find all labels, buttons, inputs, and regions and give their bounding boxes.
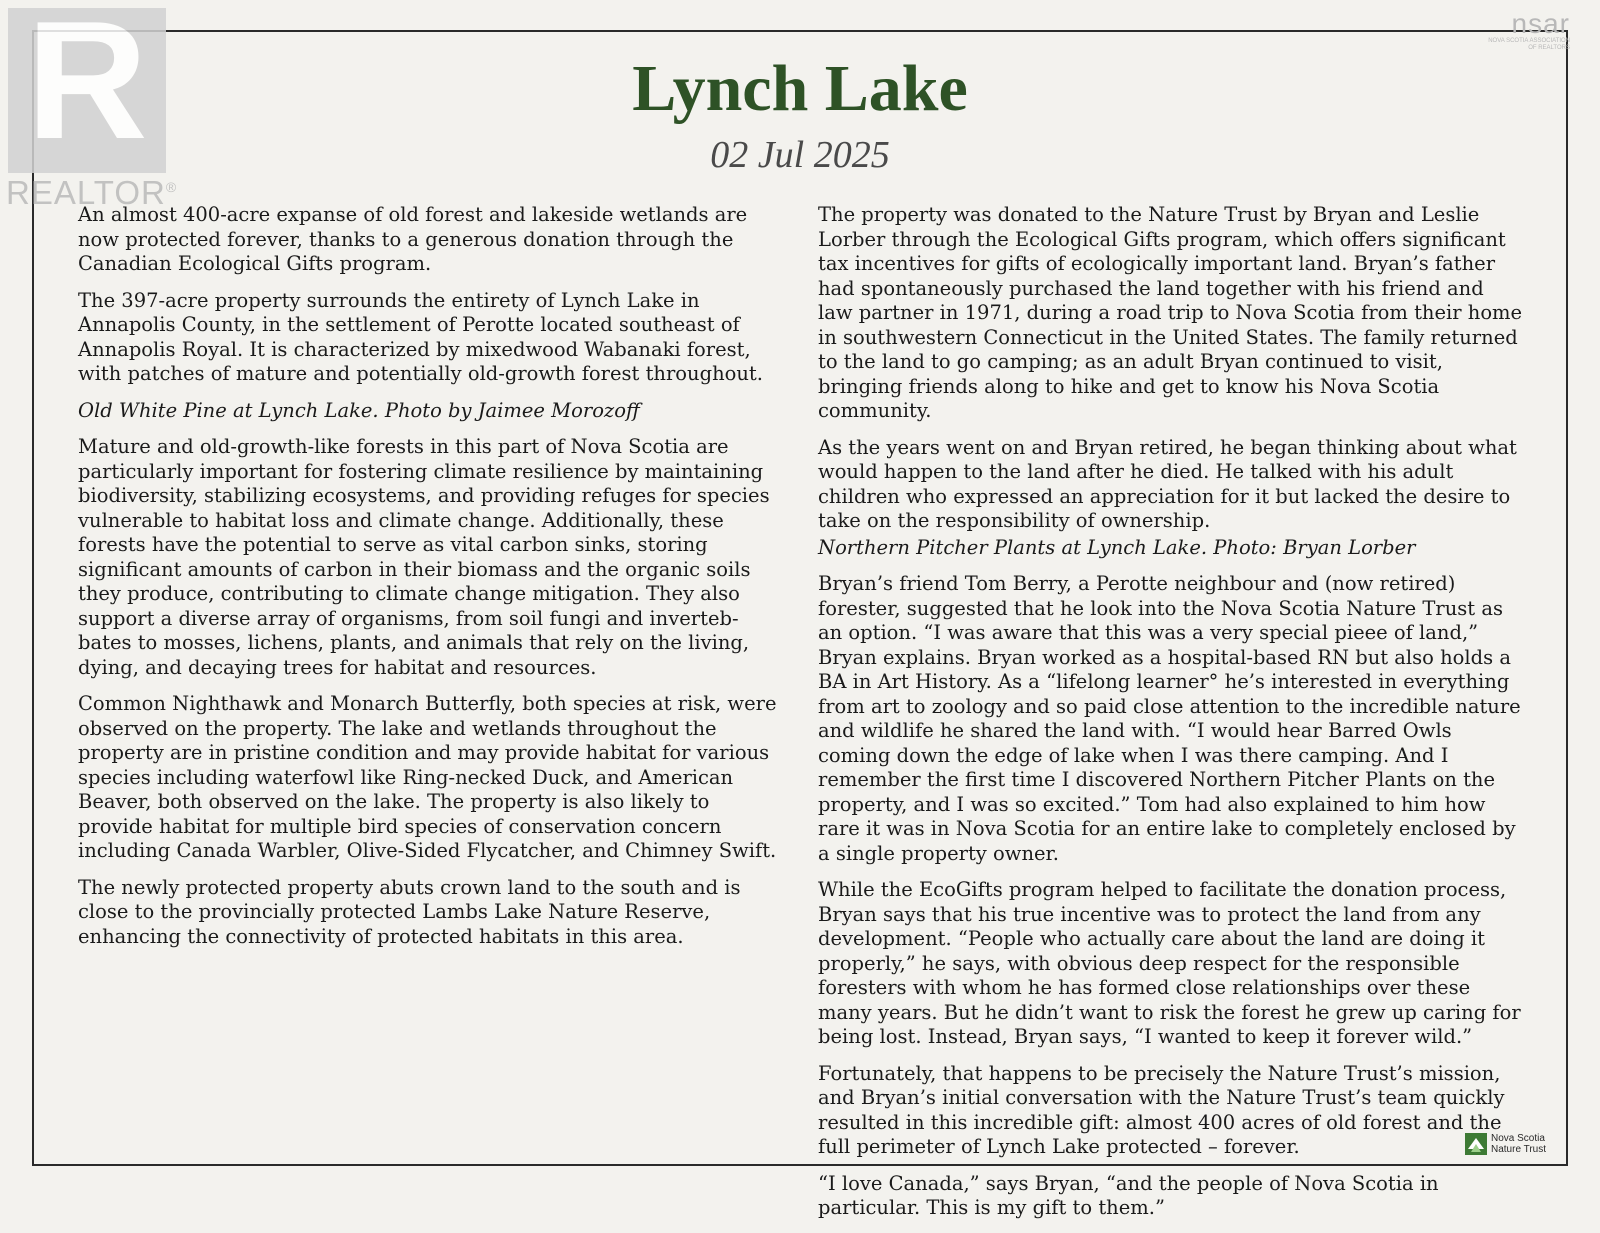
page-title: Lynch Lake: [632, 52, 968, 125]
nature-trust-logo: [1465, 1133, 1546, 1155]
photo-caption-pitcher-plants: Northern Pitcher Plants at Lynch Lake. Photo: Bryan Lorber: [818, 535, 1416, 559]
nature-trust-line-2: Nature Trust: [1491, 1144, 1547, 1155]
photo-caption-white-pine: Old White Pine at Lynch Lake. Photo by Jaimee Morozoff: [78, 398, 640, 422]
paragraph-connectivity: The newly protected property abuts crown land to the south and is close to the provincially protected Lambs Lake Nature Reserve, enhancing the connectivity of protected habitats in this area.: [78, 875, 741, 948]
right-column: [818, 203, 1523, 1233]
paragraph-mission: Fortunately, that happens to be precisely the Nature Trust’s mission, and Bryan’s initial conversation with the Nature Trust’s team quickly resulted in this incredible gift: almost 400 acres of old forest and the full perimeter of Lynch Lake protected – forever.: [818, 1061, 1505, 1158]
nsar-logo: [1488, 10, 1570, 52]
nsar-sub-line-1: NOVA SCOTIA ASSOCIATION: [1488, 38, 1570, 44]
realtor-r-letter: R: [26, 0, 148, 174]
paragraph-retirement: As the years went on and Bryan retired, he began thinking about what would happen to the land after he died. He talked with his adult children who expressed an appreciation for it but lacked the desire to take on the responsibility of ownership.: [818, 435, 1517, 532]
nsar-sub-line-2: OF REALTORS: [1528, 45, 1570, 51]
left-column: [78, 203, 783, 961]
paragraph-donation: The property was donated to the Nature Trust by Bryan and Leslie Lorber through the Ecological Gifts program, which offers significant tax incentives for gifts of ecologically important land. Bryan’s father had spontaneously purchased the land together with his friend and law partner in 1971, during a road trip to Nova Scotia from their home in southwestern Connecticut in the United States. The family returned to the land to go camping; as an adult Bryan continued to visit, bringing friends along to hike and get to know his Nova Scotia community.: [818, 203, 1523, 422]
nature-trust-line-1: Nova Scotia: [1491, 1133, 1545, 1144]
paragraph-ecogifts: While the EcoGifts program helped to facilitate the donation process, Bryan says that his true incentive was to protect the land from any development. “People who actually care about the land are doing it properly,” he says, with obvious deep respect for the responsible foresters with whom he has formed close relationships over these many years. But he didn’t want to risk the forest he grew up caring for being lost. Instead, Bryan says, “I wanted to keep it forever wild.”: [818, 878, 1521, 1048]
paragraph-quote: “I love Canada,” says Bryan, “and the people of Nova Scotia in particular. This is my gift to them.”: [818, 1171, 1439, 1219]
paragraph-forests: Mature and old-growth-like forests in this part of Nova Scotia are particularly important for fostering climate resilience by maintaining biodiversity, stabilizing ecosystems, and providing refuges for species vulnerable to habitat loss and climate change. Additionally, these forests have the potential to serve as vital carbon sinks, storing significant amounts of carbon in their biomass and the organic soils they produce, contributing to climate change mitigation. They also support a diverse array of organisms, from soil fungi and inverteb-bates to mosses, lichens, plants, and animals that rely on the living, dying, and decaying trees for habitat and resources.: [78, 435, 770, 679]
paragraph-tom-berry: Bryan’s friend Tom Berry, a Perotte neighbour and (now retired) forester, suggested that he look into the Nova Scotia Nature Trust as an option. “I was aware that this was a very special pieee of land,” Bryan explains. Bryan worked as a hospital-based RN but also holds a BA in Art History. As a “lifelong learner° he’s interested in everything from art to zoology and so paid close attention to the incredible nature and wildlife he shared the land with. “I would hear Barred Owls coming down the edge of lake when I was there camping. And I remember the first time I discovered Northern Pitcher Plants on the property, and I was so excited.” Tom had also explained to him how rare it was in Nova Scotia for an entire lake to completely enclosed by a single property owner.: [818, 572, 1521, 865]
paragraph-species: Common Nighthawk and Monarch Butterfly, both species at risk, were observed on the property. The lake and wetlands throughout the property are in pristine condition and may provide habitat for various species including waterfowl like Ring-necked Duck, and American Beaver, both observed on the lake. The property is also likely to provide habitat for multiple bird species of conservation concern including Canada Warbler, Olive-Sided Flycatcher, and Chimney Swift.: [78, 692, 777, 862]
nature-trust-leaf-icon: [1465, 1133, 1487, 1155]
nsar-mark: nsar: [1511, 8, 1570, 39]
realtor-registered-mark: ®: [165, 179, 178, 195]
realtor-word: REALTOR: [6, 174, 166, 211]
page-date: 02 Jul 2025: [710, 134, 890, 176]
paragraph-property: The 397-acre property surrounds the entirety of Lynch Lake in Annapolis County, in the settlement of Perotte located southeast of Annapolis Royal. It is characterized by mixedwood Wabanaki forest, with patches of mature and potentially old-growth forest throughout.: [78, 288, 763, 385]
paragraph-intro: An almost 400-acre expanse of old forest and lakeside wetlands are now protected forever, thanks to a generous donation through the Canadian Ecological Gifts program.: [78, 203, 748, 275]
